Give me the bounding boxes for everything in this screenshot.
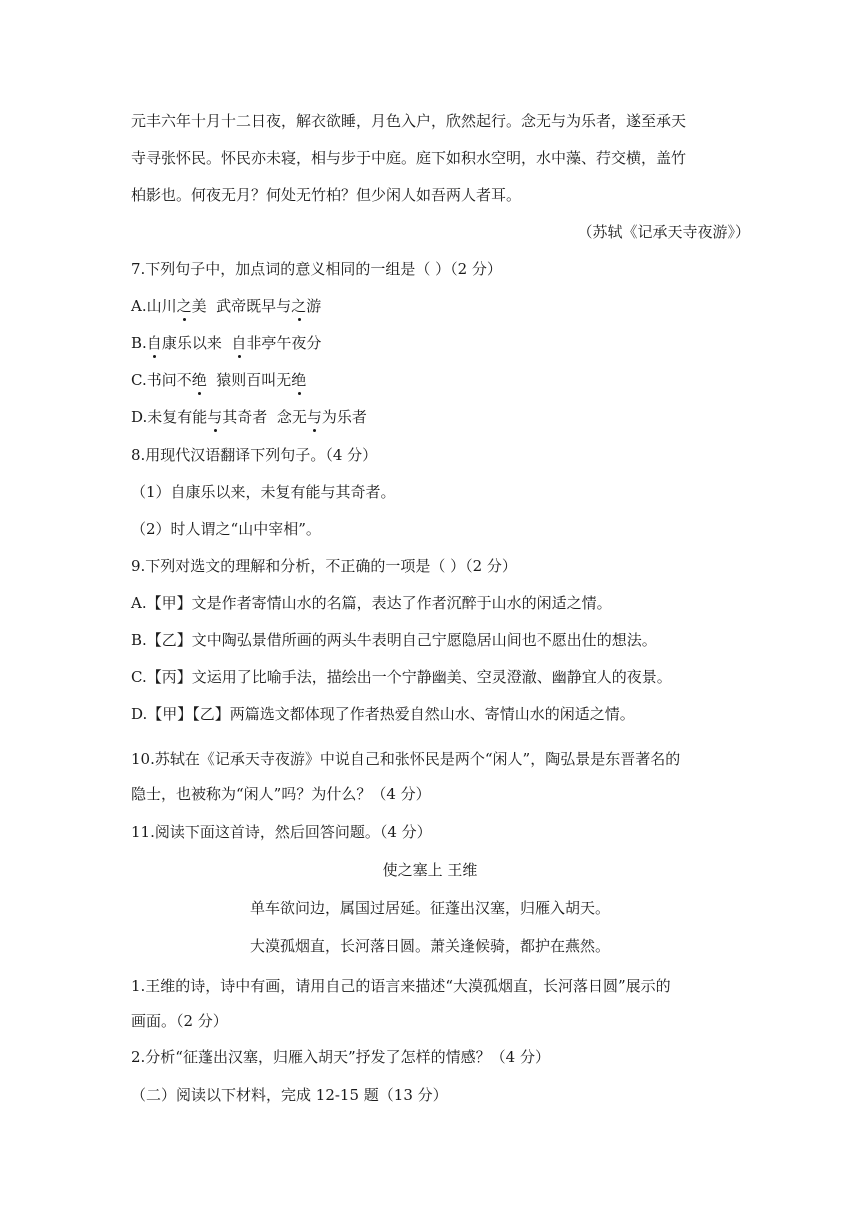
question-8-sentence-1: （1）自康乐以来，未复有能与其奇者。 xyxy=(131,483,396,501)
question-7-option-a: A.山川之美 武帝既早与之游 xyxy=(131,297,322,315)
question-9-option-d: D.【甲】【乙】两篇选文都体现了作者热爱自然山水、寄情山水的闲适之情。 xyxy=(131,705,635,723)
emphasis-dot-word: 绝 xyxy=(191,371,207,389)
question-7-option-d: D.未复有能与其奇者 念无与为乐者 xyxy=(131,408,367,426)
question-9-stem: 9.下列对选文的理解和分析，不正确的一项是（ ）（2 分） xyxy=(131,557,517,575)
poem-line: 大漠孤烟直，长河落日圆。萧关逢候骑，都护在燕然。 xyxy=(249,937,610,955)
question-10-line: 10.苏轼在《记承天寺夜游》中说自己和张怀民是两个“闲人”，陶弘景是东晋著名的 xyxy=(131,750,681,768)
question-7-stem: 7.下列句子中，加点词的意义相同的一组是（ ）（2 分） xyxy=(131,260,502,278)
question-9-option-c: C.【丙】文运用了比喻手法，描绘出一个宁静幽美、空灵澄澈、幽静宜人的夜景。 xyxy=(131,668,672,686)
passage-line: 柏影也。何夜无月？何处无竹柏？但少闲人如吾两人者耳。 xyxy=(131,186,522,204)
question-11-stem: 11.阅读下面这首诗，然后回答问题。（4 分） xyxy=(131,823,432,841)
section-heading: （二）阅读以下材料，完成 12-15 题（13 分） xyxy=(131,1086,448,1104)
emphasis-dot-word: 与 xyxy=(306,408,322,426)
question-9-option-a: A.【甲】文是作者寄情山水的名篇，表达了作者沉醉于山水的闲适之情。 xyxy=(131,594,612,612)
emphasis-dot-word: 与 xyxy=(207,408,223,426)
question-8-stem: 8.用现代汉语翻译下列句子。（4 分） xyxy=(131,446,378,464)
question-8-sentence-2: （2）时人谓之“山中宰相”。 xyxy=(131,520,321,538)
passage-source: （苏轼《记承天寺夜游》） xyxy=(577,223,750,241)
emphasis-dot-word: 自 xyxy=(146,334,162,352)
question-11-sub-2: 2.分析“征蓬出汉塞，归雁入胡天”抒发了怎样的情感？（4 分） xyxy=(131,1048,550,1066)
question-11-sub-1: 画面。（2 分） xyxy=(131,1012,228,1030)
question-10-line: 隐士，也被称为“闲人”吗？为什么？（4 分） xyxy=(131,785,431,803)
question-7-option-b: B.自康乐以来 自非亭午夜分 xyxy=(131,334,322,352)
emphasis-dot-word: 自 xyxy=(231,334,247,352)
poem-title: 使之塞上 王维 xyxy=(382,861,478,879)
emphasis-dot-word: 之 xyxy=(291,297,307,315)
emphasis-dot-word: 之 xyxy=(176,297,192,315)
question-9-option-b: B.【乙】文中陶弘景借所画的两头牛表明自己宁愿隐居山间也不愿出仕的想法。 xyxy=(131,631,657,649)
poem-line: 单车欲问边，属国过居延。征蓬出汉塞，归雁入胡天。 xyxy=(249,899,610,917)
question-11-sub-1: 1.王维的诗，诗中有画，请用自己的语言来描述“大漠孤烟直，长河落日圆”展示的 xyxy=(131,977,671,995)
passage-line: 元丰六年十月十二日夜，解衣欲睡，月色入户，欣然起行。念无与为乐者，遂至承天 xyxy=(131,112,687,130)
emphasis-dot-word: 绝 xyxy=(291,371,307,389)
passage-line: 寺寻张怀民。怀民亦未寝，相与步于中庭。庭下如积水空明，水中藻、荇交横，盖竹 xyxy=(131,149,687,167)
question-7-option-c: C.书问不绝 猿则百叫无绝 xyxy=(131,371,307,389)
